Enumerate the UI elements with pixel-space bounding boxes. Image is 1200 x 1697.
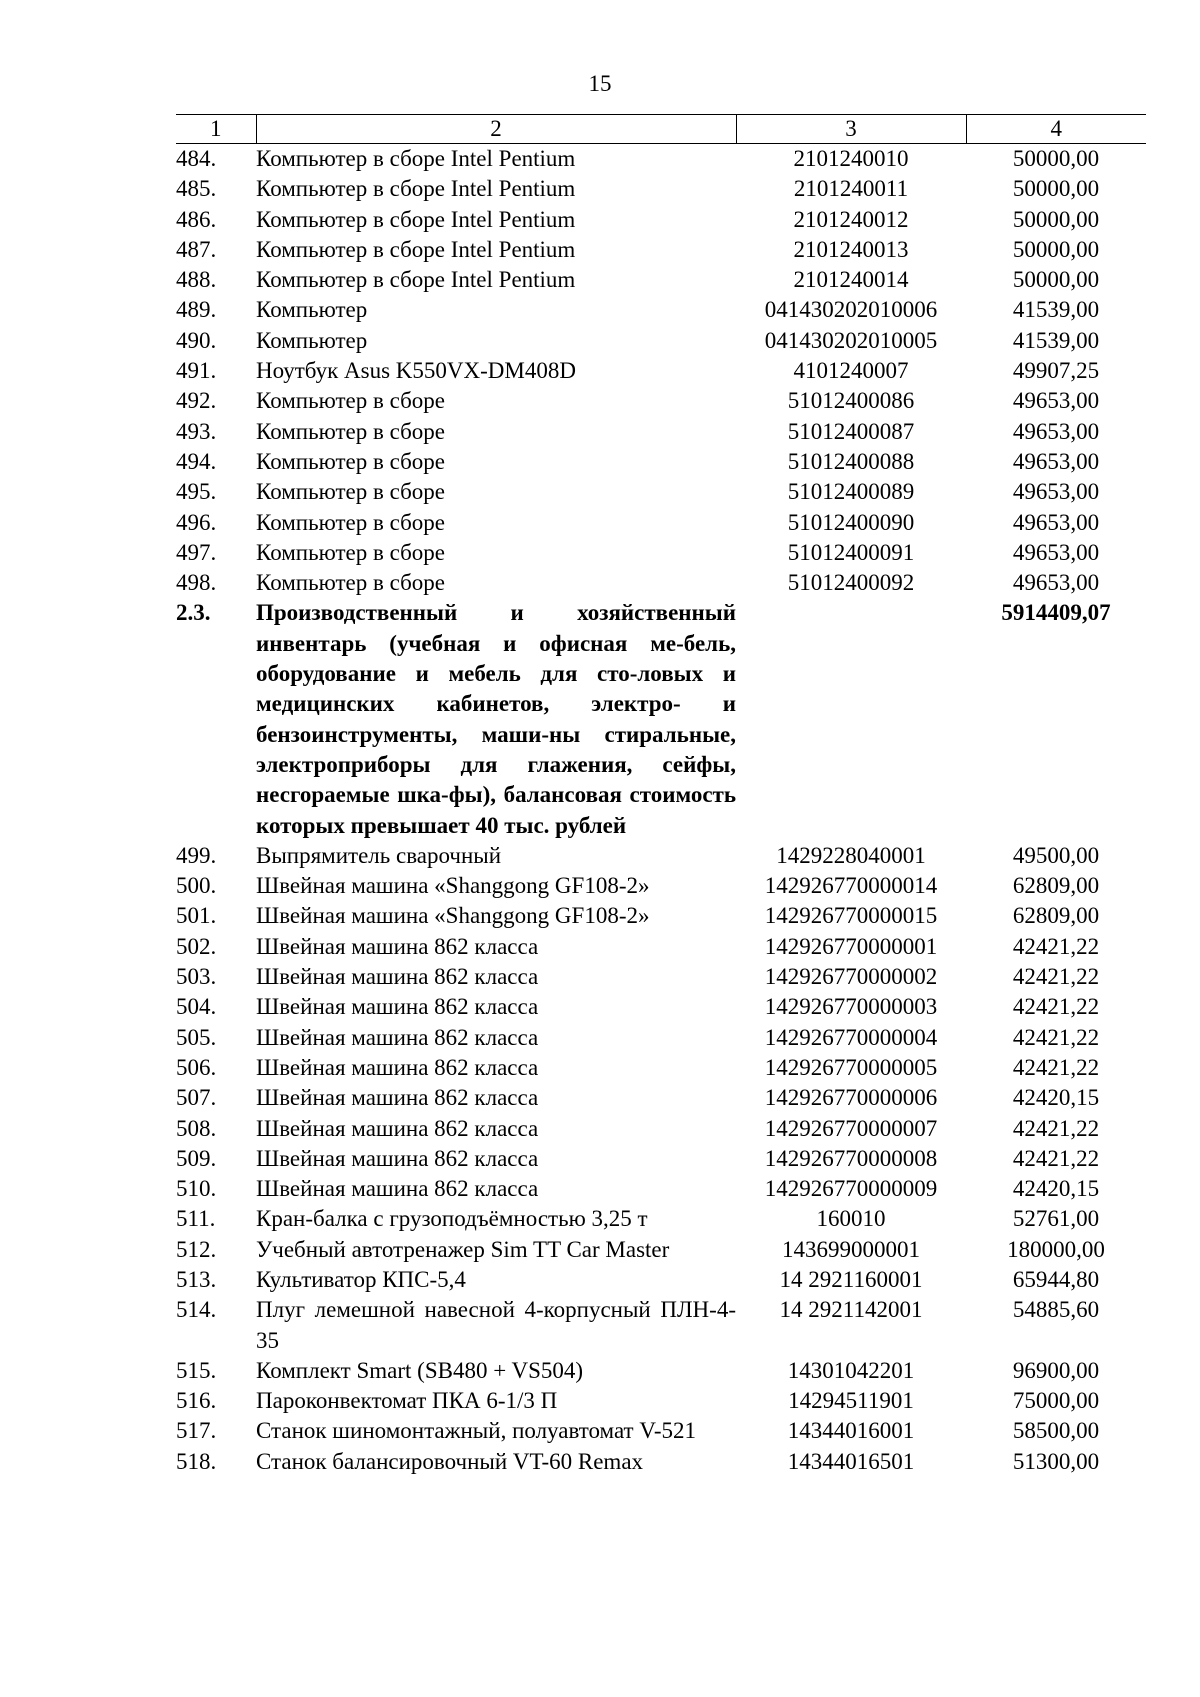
book-value: 54885,60: [1012, 1297, 1100, 1323]
item-name: Компьютер в сборе Intel Pentium: [256, 176, 576, 202]
inventory-code: 14344016001: [787, 1418, 915, 1444]
book-value: 42421,22: [1012, 1115, 1100, 1141]
book-value: 180000,00: [1007, 1236, 1105, 1262]
table-header: [176, 115, 1146, 144]
inventory-code: 2101240012: [793, 206, 909, 232]
inventory-code: 51012400089: [787, 479, 915, 505]
page-number: 15: [588, 71, 612, 96]
inventory-code: 142926770000007: [764, 1115, 938, 1141]
book-value: 65944,80: [1012, 1266, 1100, 1292]
row-number: 485.: [176, 176, 217, 202]
inventory-code: 142926770000008: [764, 1145, 938, 1171]
item-name: Швейная машина «Shanggong GF108-2»: [256, 903, 650, 929]
book-value: 62809,00: [1012, 903, 1100, 929]
inventory-code: 51012400090: [787, 509, 915, 535]
book-value: 50000,00: [1012, 206, 1100, 232]
table-row: [176, 295, 1146, 325]
inventory-code: 2101240010: [793, 146, 909, 171]
item-name: Швейная машина «Shanggong GF108-2»: [256, 873, 650, 899]
item-name: Культиватор КПС-5,4: [256, 1266, 466, 1292]
table-row: [176, 841, 1146, 871]
row-number: 2.3.: [176, 600, 211, 626]
row-number: 492.: [176, 388, 217, 414]
table-row: [176, 1295, 1146, 1356]
item-name: Компьютер в сборе Intel Pentium: [256, 206, 576, 232]
item-name: Швейная машина 862 класса: [256, 1085, 539, 1111]
header-col-1: 1: [176, 115, 256, 144]
book-value: 49653,00: [1012, 570, 1100, 596]
row-number: 508.: [176, 1115, 217, 1141]
row-number: 486.: [176, 206, 217, 232]
item-name: Швейная машина 862 класса: [256, 1054, 539, 1080]
table-row: [176, 901, 1146, 931]
inventory-code: 51012400086: [787, 388, 915, 414]
row-number: 510.: [176, 1176, 217, 1202]
book-value: 62809,00: [1012, 873, 1100, 899]
book-value: 41539,00: [1012, 327, 1100, 353]
inventory-code: 14301042201: [787, 1357, 915, 1383]
table-row: [176, 326, 1146, 356]
book-value: 41539,00: [1012, 297, 1100, 323]
row-number: 504.: [176, 994, 217, 1020]
item-name: Швейная машина 862 класса: [256, 964, 539, 990]
row-number: 506.: [176, 1054, 217, 1080]
inventory-code: 160010: [816, 1206, 886, 1232]
book-value: 50000,00: [1012, 267, 1100, 293]
book-value: 42421,22: [1012, 1145, 1100, 1171]
book-value: 49653,00: [1012, 388, 1100, 414]
item-name: Станок балансировочный VT-60 Remax: [256, 1448, 644, 1474]
table-body: [176, 144, 1146, 1478]
book-value: 96900,00: [1012, 1357, 1100, 1383]
row-number: 489.: [176, 297, 217, 323]
row-number: 493.: [176, 418, 217, 444]
table-row: [176, 932, 1146, 962]
item-name: Швейная машина 862 класса: [256, 933, 539, 959]
item-name: Производственный и хозяйственный инвентарь (учебная и офисная ме-бель, оборудование и мебель для сто-ловых и медицинских кабинетов, электро- и бензоинструменты, маши-ны стиральные, электроприборы для глажения, сейфы, несгораемые шка-фы), балансовая стоимость которых превышает 40 тыс. рублей: [256, 600, 736, 838]
item-name: Компьютер в сборе: [256, 479, 446, 505]
book-value: 49500,00: [1012, 842, 1100, 868]
table-row: [176, 265, 1146, 295]
book-value: 42421,22: [1012, 1054, 1100, 1080]
row-number: 484.: [176, 146, 217, 171]
table-row: [176, 871, 1146, 901]
item-name: Компьютер в сборе: [256, 509, 446, 535]
inventory-code: 142926770000003: [764, 994, 938, 1020]
book-value: 75000,00: [1012, 1388, 1100, 1414]
item-name: Станок шиномонтажный, полуавтомат V-521: [256, 1418, 697, 1444]
row-number: 514.: [176, 1297, 217, 1323]
table-row: [176, 992, 1146, 1022]
inventory-code: 51012400092: [787, 570, 915, 596]
inventory-code: 1429228040001: [776, 842, 926, 868]
inventory-code: 14 2921160001: [779, 1266, 923, 1292]
header-col-4: 4: [966, 115, 1146, 144]
table-row: [176, 356, 1146, 386]
inventory-code: 041430202010005: [764, 327, 938, 353]
row-number: 513.: [176, 1266, 217, 1292]
item-name: Швейная машина 862 класса: [256, 1176, 539, 1202]
row-number: 501.: [176, 903, 217, 929]
inventory-code: 142926770000009: [764, 1176, 938, 1202]
item-name: Швейная машина 862 класса: [256, 994, 539, 1020]
book-value: 49653,00: [1012, 539, 1100, 565]
inventory-code: 4101240007: [793, 358, 909, 384]
item-name: Компьютер в сборе: [256, 448, 446, 474]
book-value: 50000,00: [1012, 176, 1100, 202]
table-row: [176, 477, 1146, 507]
inventory-code: 14 2921142001: [779, 1297, 923, 1323]
row-number: 503.: [176, 964, 217, 990]
table-row: [176, 962, 1146, 992]
row-number: 495.: [176, 479, 217, 505]
table-row: [176, 1235, 1146, 1265]
book-value: 50000,00: [1012, 236, 1100, 262]
table-row: [176, 1174, 1146, 1204]
book-value: 58500,00: [1012, 1418, 1100, 1444]
row-number: 490.: [176, 327, 217, 353]
inventory-code: 51012400088: [787, 448, 915, 474]
item-name: Пароконвектомат ПКА 6-1/3 П: [256, 1388, 558, 1414]
item-name: Компьютер в сборе: [256, 570, 446, 596]
table-row: [176, 205, 1146, 235]
row-number: 498.: [176, 570, 217, 596]
item-name: Компьютер в сборе Intel Pentium: [256, 146, 576, 171]
table-row: [176, 235, 1146, 265]
row-number: 509.: [176, 1145, 217, 1171]
inventory-code: 142926770000015: [764, 903, 938, 929]
item-name: Учебный автотренажер Sim TT Car Master: [256, 1236, 670, 1262]
table-row: [176, 1023, 1146, 1053]
table-row: [176, 144, 1146, 175]
inventory-code: 142926770000014: [764, 873, 938, 899]
table-row: [176, 1053, 1146, 1083]
row-number: 497.: [176, 539, 217, 565]
book-value: 5914409,07: [1001, 600, 1111, 626]
item-name: Компьютер в сборе: [256, 388, 446, 414]
item-name: Швейная машина 862 класса: [256, 1145, 539, 1171]
inventory-code: 14344016501: [787, 1448, 915, 1474]
inventory-code: [736, 598, 966, 840]
table-row: [176, 1265, 1146, 1295]
table-row: [176, 1386, 1146, 1416]
inventory-code: 142926770000001: [764, 933, 938, 959]
row-number: 494.: [176, 448, 217, 474]
row-number: 511.: [176, 1206, 216, 1232]
book-value: 42420,15: [1012, 1176, 1100, 1202]
row-number: 496.: [176, 509, 217, 535]
table-row: [176, 538, 1146, 568]
book-value: 51300,00: [1012, 1448, 1100, 1474]
row-number: 515.: [176, 1357, 217, 1383]
book-value: 42421,22: [1012, 994, 1100, 1020]
book-value: 42421,22: [1012, 933, 1100, 959]
inventory-code: 143699000001: [782, 1236, 920, 1262]
item-name: Компьютер в сборе: [256, 418, 446, 444]
table-row: [176, 386, 1146, 416]
row-number: 499.: [176, 842, 217, 868]
inventory-code: 2101240011: [793, 176, 909, 202]
row-number: 518.: [176, 1448, 217, 1474]
table-row: [176, 1083, 1146, 1113]
inventory-code: 142926770000005: [764, 1054, 938, 1080]
inventory-code: 2101240014: [793, 267, 909, 293]
inventory-code: 14294511901: [788, 1388, 914, 1414]
table-row: [176, 174, 1146, 204]
header-row: [176, 115, 1146, 144]
item-name: Комплект Smart (SB480 + VS504): [256, 1357, 584, 1383]
table-row: [176, 447, 1146, 477]
row-number: 487.: [176, 236, 217, 262]
item-name: Кран-балка с грузоподъёмностью 3,25 т: [256, 1206, 648, 1232]
inventory-code: 041430202010006: [764, 297, 938, 323]
inventory-code: 142926770000006: [764, 1085, 938, 1111]
table-row: [176, 1144, 1146, 1174]
book-value: 49653,00: [1012, 448, 1100, 474]
table-row: [176, 1204, 1146, 1234]
inventory-code: 142926770000002: [764, 964, 938, 990]
item-name: Швейная машина 862 класса: [256, 1115, 539, 1141]
book-value: 49653,00: [1012, 509, 1100, 535]
item-name: Компьютер: [256, 327, 368, 353]
table-row: [176, 1447, 1146, 1477]
row-number: 491.: [176, 358, 217, 384]
item-name: Выпрямитель сварочный: [256, 842, 502, 868]
book-value: 49653,00: [1012, 479, 1100, 505]
table-row: [176, 1356, 1146, 1386]
table-row: [176, 417, 1146, 447]
header-col-3: 3: [736, 115, 966, 144]
item-name: Швейная машина 862 класса: [256, 1024, 539, 1050]
row-number: 505.: [176, 1024, 217, 1050]
book-value: 42421,22: [1012, 964, 1100, 990]
item-name: Компьютер: [256, 297, 368, 323]
item-name: Компьютер в сборе: [256, 539, 446, 565]
row-number: 516.: [176, 1388, 217, 1414]
header-col-2: 2: [256, 115, 736, 144]
section-row: [176, 598, 1146, 840]
item-name: Компьютер в сборе Intel Pentium: [256, 236, 576, 262]
book-value: 42421,22: [1012, 1024, 1100, 1050]
table-row: [176, 568, 1146, 598]
book-value: 42420,15: [1012, 1085, 1100, 1111]
row-number: 488.: [176, 267, 217, 293]
book-value: 52761,00: [1012, 1206, 1100, 1232]
item-name: Ноутбук Asus K550VX-DM408D: [256, 358, 576, 384]
table-row: [176, 508, 1146, 538]
book-value: 50000,00: [1012, 146, 1100, 171]
book-value: 49653,00: [1012, 418, 1100, 444]
item-name: Компьютер в сборе Intel Pentium: [256, 267, 576, 293]
inventory-code: 2101240013: [793, 236, 909, 262]
inventory-code: 51012400091: [787, 539, 915, 565]
inventory-code: 142926770000004: [764, 1024, 938, 1050]
item-name: Плуг лемешной навесной 4-корпусный ПЛН-4-35: [256, 1297, 736, 1353]
table-row: [176, 1416, 1146, 1446]
row-number: 517.: [176, 1418, 217, 1444]
inventory-table: [176, 114, 1146, 1477]
table-row: [176, 1114, 1146, 1144]
row-number: 512.: [176, 1236, 217, 1262]
row-number: 502.: [176, 933, 217, 959]
row-number: 507.: [176, 1085, 217, 1111]
row-number: 500.: [176, 873, 217, 899]
book-value: 49907,25: [1012, 358, 1100, 384]
inventory-code: 51012400087: [787, 418, 915, 444]
